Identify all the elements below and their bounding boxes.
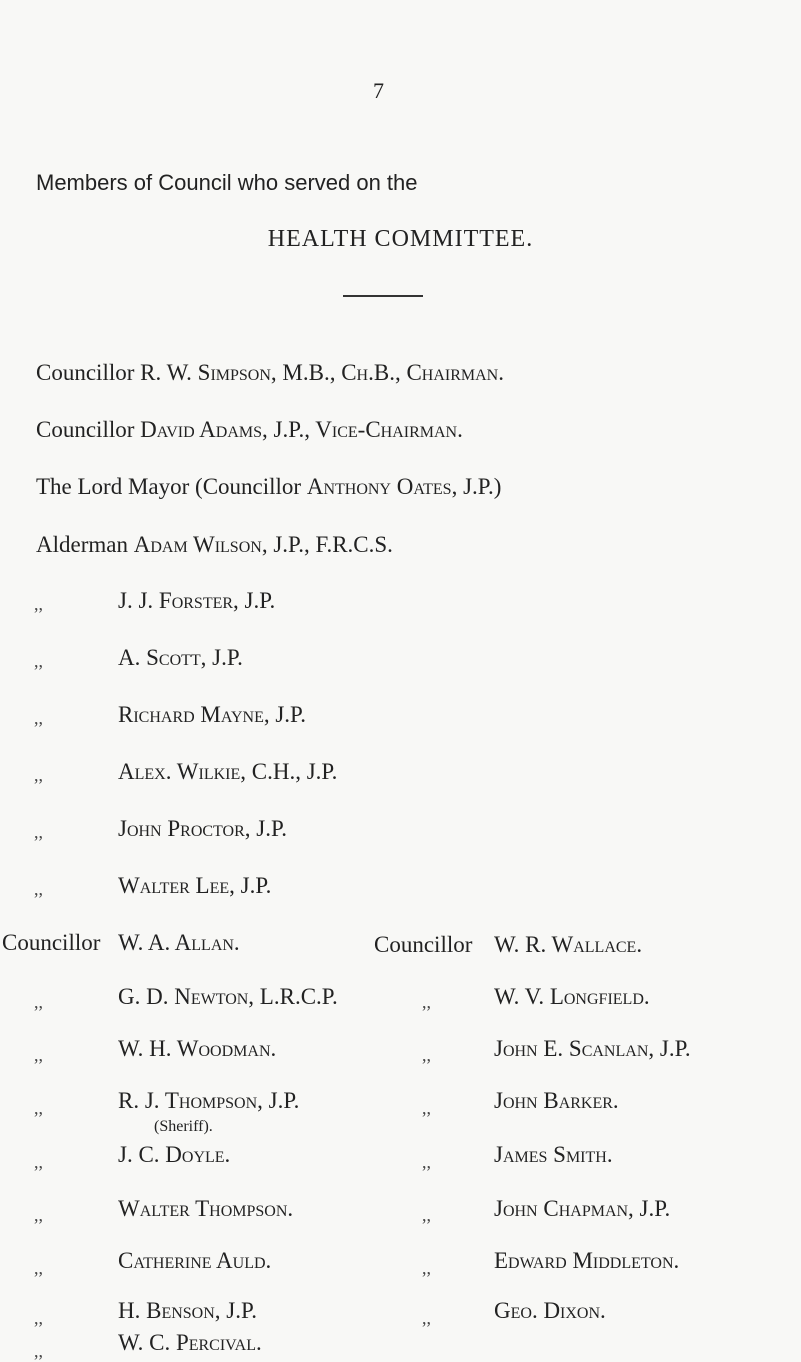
ditto-mark: ,, bbox=[422, 1308, 431, 1328]
ditto-mark: ,, bbox=[34, 1258, 43, 1278]
alderman-name: J. J. Forster, J.P. bbox=[118, 588, 276, 613]
right-column-label: Councillor bbox=[374, 932, 473, 957]
ditto-mark: ,, bbox=[34, 1152, 43, 1172]
councillor-name: John E. Scanlan, J.P. bbox=[494, 1036, 691, 1061]
page-number: 7 bbox=[373, 78, 384, 103]
line-prefix: Councillor bbox=[36, 360, 141, 385]
councillor-name: W. H. Woodman. bbox=[118, 1036, 277, 1061]
ditto-mark: ,, bbox=[34, 1098, 43, 1118]
councillor-name: W. C. Percival. bbox=[118, 1330, 262, 1355]
councillor-name: Geo. Dixon. bbox=[494, 1298, 606, 1323]
alderman-name: John Proctor, J.P. bbox=[118, 816, 287, 841]
ditto-mark: ,, bbox=[422, 1152, 431, 1172]
page-title: HEALTH COMMITTEE. bbox=[267, 226, 534, 252]
councillor-name: James Smith. bbox=[494, 1142, 613, 1167]
member-name: Anthony Oates, J.P.) bbox=[306, 474, 502, 499]
ditto-mark: ,, bbox=[422, 1205, 431, 1225]
line-prefix: Alderman bbox=[36, 532, 134, 557]
councillor-name: J. C. Doyle. bbox=[118, 1142, 231, 1167]
ditto-mark: ,, bbox=[34, 594, 43, 614]
ditto-mark: ,, bbox=[34, 1308, 43, 1328]
councillor-name: Edward Middleton. bbox=[494, 1248, 680, 1273]
ditto-mark: ,, bbox=[34, 1341, 43, 1361]
member-name: Adam Wilson, J.P., F.R.C.S. bbox=[133, 532, 393, 557]
ditto-mark: ,, bbox=[422, 1045, 431, 1065]
councillor-name: H. Benson, J.P. bbox=[118, 1298, 257, 1323]
member-name: R. W. Simpson, M.B., Ch.B., Chairman. bbox=[140, 360, 504, 385]
councillor-name: G. D. Newton, L.R.C.P. bbox=[118, 984, 338, 1009]
alderman-name: A. Scott, J.P. bbox=[118, 645, 243, 670]
line-prefix: Councillor bbox=[36, 417, 141, 442]
councillor-name: Catherine Auld. bbox=[118, 1248, 272, 1273]
ditto-mark: ,, bbox=[34, 708, 43, 728]
ditto-mark: ,, bbox=[34, 992, 43, 1012]
ditto-mark: ,, bbox=[422, 992, 431, 1012]
councillor-name: John Barker. bbox=[494, 1088, 619, 1113]
intro-text: Members of Council who served on the bbox=[36, 170, 418, 195]
councillor-name: R. J. Thompson, J.P. bbox=[118, 1088, 300, 1113]
ditto-mark: ,, bbox=[34, 765, 43, 785]
councillor-name: W. V. Longfield. bbox=[494, 984, 650, 1009]
ditto-mark: ,, bbox=[34, 1205, 43, 1225]
vice-chairman-line bbox=[36, 417, 463, 443]
alderman-line bbox=[36, 532, 393, 558]
councillor-name: Walter Thompson. bbox=[118, 1196, 294, 1221]
ditto-mark: ,, bbox=[422, 1258, 431, 1278]
councillor-name: W. A. Allan. bbox=[118, 930, 240, 955]
alderman-name: Alex. Wilkie, C.H., J.P. bbox=[118, 759, 338, 784]
ditto-mark: ,, bbox=[34, 822, 43, 842]
member-name: David Adams, J.P., Vice-Chairman. bbox=[140, 417, 463, 442]
title-rule bbox=[343, 295, 423, 297]
alderman-name: Walter Lee, J.P. bbox=[118, 873, 272, 898]
sheriff-note: (Sheriff). bbox=[154, 1118, 213, 1135]
alderman-name: Richard Mayne, J.P. bbox=[118, 702, 307, 727]
chairman-line bbox=[36, 360, 504, 386]
lord-mayor-line bbox=[36, 474, 501, 500]
ditto-mark: ,, bbox=[422, 1098, 431, 1118]
ditto-mark: ,, bbox=[34, 1045, 43, 1065]
line-prefix: The Lord Mayor (Councillor bbox=[36, 474, 307, 499]
left-column-label: Councillor bbox=[2, 930, 101, 955]
councillor-name: John Chapman, J.P. bbox=[494, 1196, 671, 1221]
councillor-name: W. R. Wallace. bbox=[494, 932, 643, 957]
ditto-mark: ,, bbox=[34, 879, 43, 899]
ditto-mark: ,, bbox=[34, 651, 43, 671]
